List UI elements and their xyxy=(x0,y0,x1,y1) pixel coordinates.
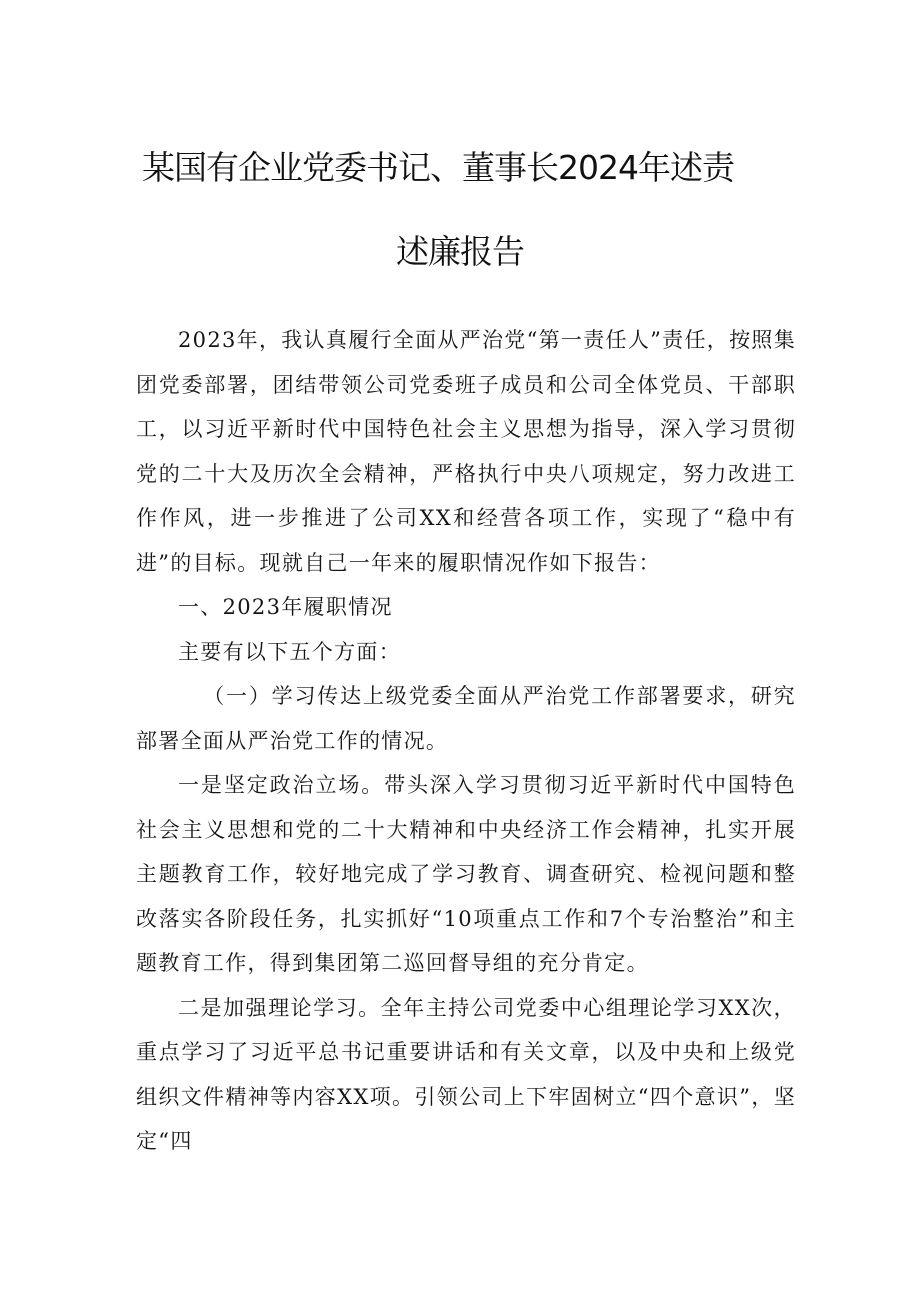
document-title-line-1: 某国有企业党委书记、董事长2024年述责 xyxy=(142,148,734,187)
intro-paragraph: 2023年，我认真履行全面从严治党“第一责任人”责任，按照集团党委部署，团结带领公司党委班子成员和公司全体党员、干部职工，以习近平新时代中国特色社会主义思想为指导，深入学习贯彻党的二十大及历次全会精神，严格执行中央八项规定，努力改进工作作风，进一步推进了公司XX和经营各项工作，实现了“稳中有进”的目标。现就自己一年来的履职情况作如下报告： xyxy=(136,328,796,575)
section-summary: 主要有以下五个方面： xyxy=(178,639,401,664)
point-two-paragraph: 二是加强理论学习。全年主持公司党委中心组理论学习XX次，重点学习了习近平总书记重要讲话和有关文章，以及中央和上级党组织文件精神等内容XX项。引领公司上下牢固树立“四个意识”，坚定“四 xyxy=(136,995,796,1153)
document-body xyxy=(136,318,796,1164)
subsection-heading: （一）学习传达上级党委全面从严治党工作部署要求，研究部署全面从严治党工作的情况。 xyxy=(136,684,796,753)
document-title-line-2: 述廉报告 xyxy=(396,232,524,271)
section-heading: 一、2023年履职情况 xyxy=(178,595,393,619)
point-one-paragraph: 一是坚定政治立场。带头深入学习贯彻习近平新时代中国特色社会主义思想和党的二十大精神和中央经济工作会精神，扎实开展主题教育工作，较好地完成了学习教育、调查研究、检视问题和整改落实各阶段任务，扎实抓好“10项重点工作和7个专治整治”和主题教育工作，得到集团第二巡回督导组的充分肯定。 xyxy=(136,773,796,975)
